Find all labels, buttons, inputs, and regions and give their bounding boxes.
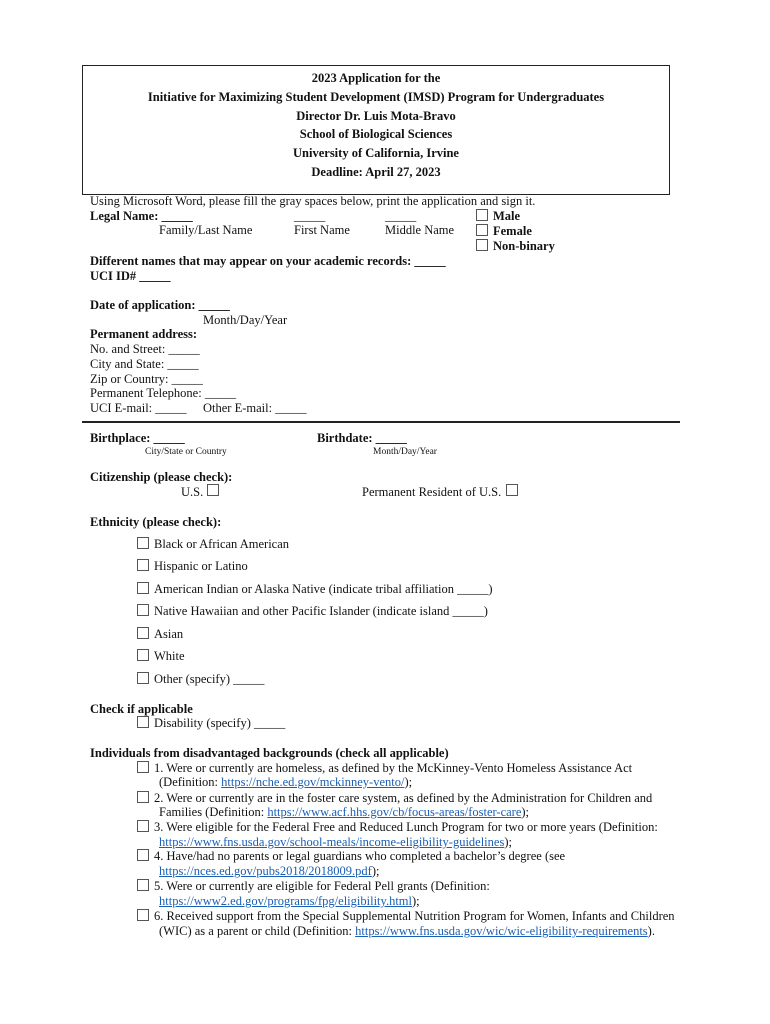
intro-text: Using Microsoft Word, please fill the gray spaces below, print the application and sign it.	[90, 194, 536, 208]
header-box	[82, 65, 670, 195]
us-citizen-label: U.S.	[181, 485, 204, 499]
disadvantaged-item-text: 5. Were or currently are eligible for Federal Pell grants (Definition:	[154, 879, 490, 893]
disadvantaged-checkbox[interactable]	[137, 791, 149, 803]
disadvantaged-item-definition: https://www.fns.usda.gov/school-meals/income-eligibility-guidelines);	[159, 835, 512, 849]
first-name-field[interactable]: _____	[294, 209, 326, 223]
ethnicity-option: Hispanic or Latino	[154, 559, 248, 573]
middle-name-caption: Middle Name	[385, 223, 455, 237]
disadvantaged-checkbox[interactable]	[137, 879, 149, 891]
disadvantaged-item-definition: Families (Definition: https://www.acf.hhs.gov/cb/focus-areas/foster-care);	[159, 805, 530, 819]
header-line: Initiative for Maximizing Student Development (IMSD) Program for Undergraduates	[147, 90, 605, 104]
section-divider	[82, 421, 680, 423]
different-names-field[interactable]: Different names that may appear on your academic records: _____	[90, 254, 446, 268]
uci-id-field[interactable]: UCI ID# _____	[90, 269, 171, 283]
disadvantaged-item-definition: https://nces.ed.gov/pubs2018/2018009.pdf);	[159, 864, 380, 878]
middle-name-field[interactable]: _____	[385, 209, 417, 223]
date-format-caption: Month/Day/Year	[203, 313, 288, 327]
non-binary-label: Non-binary	[493, 239, 555, 253]
uci-email-field[interactable]: UCI E-mail: _____	[90, 401, 187, 415]
ethnicity-checkbox[interactable]	[137, 649, 149, 661]
date-of-application-field[interactable]: Date of application: _____	[90, 298, 230, 312]
disability-label: Disability (specify) _____	[154, 716, 286, 730]
header-line: School of Biological Sciences	[299, 127, 453, 141]
definition-link[interactable]: https://www.fns.usda.gov/school-meals/income-eligibility-guidelines	[159, 835, 505, 849]
check-if-applicable-label: Check if applicable	[90, 702, 193, 716]
female-label: Female	[493, 224, 532, 238]
telephone-field[interactable]: Permanent Telephone: _____	[90, 386, 237, 400]
citizenship-label: Citizenship (please check):	[90, 470, 233, 484]
ethnicity-option: Native Hawaiian and other Pacific Islander (indicate island _____)	[154, 604, 488, 618]
female-checkbox[interactable]	[476, 224, 488, 236]
ethnicity-checkbox[interactable]	[137, 627, 149, 639]
permanent-resident-checkbox[interactable]	[506, 484, 518, 496]
header-line: Director Dr. Luis Mota-Bravo	[296, 109, 456, 123]
ethnicity-checkbox[interactable]	[137, 604, 149, 616]
disadvantaged-checkbox[interactable]	[137, 909, 149, 921]
birthplace-caption: City/State or Country	[145, 447, 227, 457]
disadvantaged-item-text: 2. Were or currently are in the foster care system, as defined by the Administration for Children and	[154, 791, 653, 805]
birthplace-field[interactable]: Birthplace: _____	[90, 431, 185, 445]
disadvantaged-checkbox[interactable]	[137, 761, 149, 773]
permanent-resident-label: Permanent Resident of U.S.	[362, 485, 502, 499]
ethnicity-checkbox[interactable]	[137, 537, 149, 549]
definition-link[interactable]: https://nche.ed.gov/mckinney-vento/	[221, 775, 405, 789]
disadvantaged-item-text: 6. Received support from the Special Supplemental Nutrition Program for Women, Infants and Children	[154, 909, 675, 923]
zip-country-field[interactable]: Zip or Country: _____	[90, 372, 203, 386]
definition-link[interactable]: https://nces.ed.gov/pubs2018/2018009.pdf	[159, 864, 372, 878]
disadvantaged-item-definition: https://www2.ed.gov/programs/fpg/eligibility.html);	[159, 894, 420, 908]
us-citizen-checkbox[interactable]	[207, 484, 219, 496]
city-state-field[interactable]: City and State: _____	[90, 357, 199, 371]
male-label: Male	[493, 209, 521, 223]
birthdate-caption: Month/Day/Year	[373, 447, 437, 457]
other-email-field[interactable]: Other E-mail: _____	[203, 401, 307, 415]
header-line: University of California, Irvine	[293, 146, 459, 160]
ethnicity-checkbox[interactable]	[137, 582, 149, 594]
legal-name-field[interactable]: Legal Name: _____	[90, 209, 193, 223]
ethnicity-label: Ethnicity (please check):	[90, 515, 222, 529]
street-field[interactable]: No. and Street: _____	[90, 342, 200, 356]
first-name-caption: First Name	[294, 223, 350, 237]
ethnicity-option: Other (specify) _____	[154, 672, 265, 686]
ethnicity-option: Asian	[154, 627, 184, 641]
disadvantaged-checkbox[interactable]	[137, 820, 149, 832]
ethnicity-option: White	[154, 649, 185, 663]
disability-checkbox[interactable]	[137, 716, 149, 728]
disadvantaged-item-definition: (WIC) as a parent or child (Definition: https://www.fns.usda.gov/wic/wic-eligibility-requirements).	[159, 924, 655, 938]
disadvantaged-item-text: 4. Have/had no parents or legal guardians who completed a bachelor’s degree (see	[154, 849, 566, 863]
ethnicity-checkbox[interactable]	[137, 672, 149, 684]
definition-link[interactable]: https://www2.ed.gov/programs/fpg/eligibility.html	[159, 894, 412, 908]
ethnicity-checkbox[interactable]	[137, 559, 149, 571]
disadvantaged-item-text: 1. Were or currently are homeless, as defined by the McKinney-Vento Homeless Assistance Act	[154, 761, 633, 775]
male-checkbox[interactable]	[476, 209, 488, 221]
disadvantaged-item-definition: (Definition: https://nche.ed.gov/mckinney-vento/);	[159, 775, 413, 789]
disadvantaged-checkbox[interactable]	[137, 849, 149, 861]
definition-link[interactable]: https://www.fns.usda.gov/wic/wic-eligibility-requirements	[355, 924, 648, 938]
header-line: Deadline: April 27, 2023	[311, 165, 441, 179]
definition-link[interactable]: https://www.acf.hhs.gov/cb/focus-areas/foster-care	[267, 805, 522, 819]
header-line: 2023 Application for the	[311, 71, 441, 85]
permanent-address-label: Permanent address:	[90, 327, 198, 341]
ethnicity-option: Black or African American	[154, 537, 290, 551]
ethnicity-option: American Indian or Alaska Native (indicate tribal affiliation _____)	[154, 582, 493, 596]
family-name-caption: Family/Last Name	[159, 223, 253, 237]
disadvantaged-item-text: 3. Were eligible for the Federal Free and Reduced Lunch Program for two or more years (Definition:	[154, 820, 658, 834]
non-binary-checkbox[interactable]	[476, 239, 488, 251]
disadvantaged-label: Individuals from disadvantaged backgrounds (check all applicable)	[90, 746, 449, 760]
birthdate-field[interactable]: Birthdate: _____	[317, 431, 407, 445]
